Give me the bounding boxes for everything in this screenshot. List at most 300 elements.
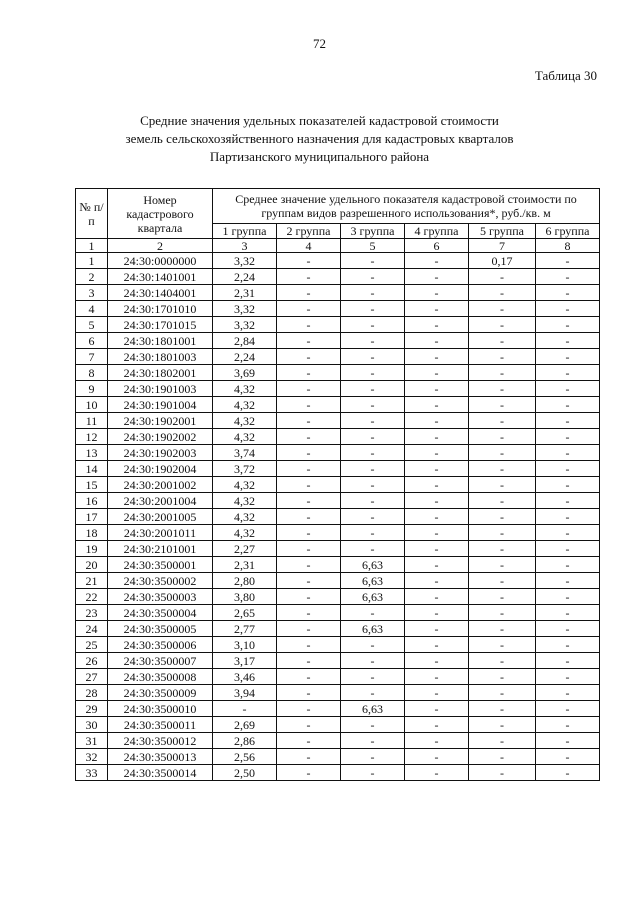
group-5-cell: - — [469, 589, 536, 605]
group-6-cell: - — [536, 621, 600, 637]
group-1-cell: 4,32 — [213, 525, 277, 541]
group-2-cell: - — [277, 429, 341, 445]
group-2-cell: - — [277, 413, 341, 429]
group-1-cell: 2,56 — [213, 749, 277, 765]
table-row — [76, 589, 600, 605]
group-6-cell: - — [536, 669, 600, 685]
group-5-cell: - — [469, 269, 536, 285]
group-6-cell: - — [536, 349, 600, 365]
group-2-cell: - — [277, 621, 341, 637]
group-1-cell: 3,32 — [213, 253, 277, 269]
header-group: 4 группа — [405, 224, 469, 239]
cadastral-quarter-cell: 24:30:3500004 — [108, 605, 213, 621]
table-row — [76, 333, 600, 349]
group-4-cell: - — [405, 557, 469, 573]
group-4-cell: - — [405, 637, 469, 653]
group-1-cell: 3,69 — [213, 365, 277, 381]
group-1-cell: 3,46 — [213, 669, 277, 685]
group-6-cell: - — [536, 365, 600, 381]
group-6-cell: - — [536, 525, 600, 541]
group-5-cell: 0,17 — [469, 253, 536, 269]
group-3-cell: - — [341, 301, 405, 317]
row-number-cell: 23 — [76, 605, 108, 621]
column-index: 1 — [76, 239, 108, 253]
row-number-cell: 30 — [76, 717, 108, 733]
table-row — [76, 573, 600, 589]
group-5-cell: - — [469, 621, 536, 637]
group-3-cell: - — [341, 669, 405, 685]
group-2-cell: - — [277, 317, 341, 333]
group-1-cell: 3,32 — [213, 317, 277, 333]
table-row — [76, 637, 600, 653]
table-label: Таблица 30 — [534, 68, 597, 83]
table-row — [76, 365, 600, 381]
cadastral-quarter-cell: 24:30:1902003 — [108, 445, 213, 461]
group-4-cell: - — [405, 733, 469, 749]
row-number-cell: 12 — [76, 429, 108, 445]
cadastral-quarter-cell: 24:30:1901004 — [108, 397, 213, 413]
group-5-cell: - — [469, 653, 536, 669]
group-5-cell: - — [469, 541, 536, 557]
group-6-cell: - — [536, 317, 600, 333]
group-2-cell: - — [277, 717, 341, 733]
group-5-cell: - — [469, 381, 536, 397]
group-6-cell: - — [536, 589, 600, 605]
group-3-cell: - — [341, 749, 405, 765]
table-row — [76, 381, 600, 397]
cadastral-quarter-cell: 24:30:1701015 — [108, 317, 213, 333]
cadastral-quarter-cell: 24:30:2001005 — [108, 509, 213, 525]
table-row — [76, 669, 600, 685]
row-number-cell: 32 — [76, 749, 108, 765]
group-5-cell: - — [469, 461, 536, 477]
group-6-cell: - — [536, 733, 600, 749]
group-4-cell: - — [405, 669, 469, 685]
group-5-cell: - — [469, 301, 536, 317]
group-5-cell: - — [469, 285, 536, 301]
group-3-cell: - — [341, 349, 405, 365]
group-6-cell: - — [536, 445, 600, 461]
group-6-cell: - — [536, 685, 600, 701]
group-2-cell: - — [277, 269, 341, 285]
group-3-cell: - — [341, 365, 405, 381]
group-4-cell: - — [405, 429, 469, 445]
row-number-cell: 29 — [76, 701, 108, 717]
group-1-cell: 2,50 — [213, 765, 277, 781]
table-row — [76, 525, 600, 541]
cadastral-quarter-cell: 24:30:1802001 — [108, 365, 213, 381]
group-1-cell: 3,32 — [213, 301, 277, 317]
table-row — [76, 285, 600, 301]
group-3-cell: - — [341, 685, 405, 701]
group-1-cell: 2,65 — [213, 605, 277, 621]
table-row — [76, 301, 600, 317]
row-number-cell: 25 — [76, 637, 108, 653]
group-6-cell: - — [536, 477, 600, 493]
column-index: 3 — [213, 239, 277, 253]
group-3-cell: - — [341, 333, 405, 349]
group-4-cell: - — [405, 573, 469, 589]
group-4-cell: - — [405, 653, 469, 669]
group-6-cell: - — [536, 605, 600, 621]
cadastral-quarter-cell: 24:30:1801003 — [108, 349, 213, 365]
group-4-cell: - — [405, 717, 469, 733]
title-line: Средние значения удельных показателей кадастровой стоимости — [140, 113, 499, 128]
cadastral-quarter-cell: 24:30:1901003 — [108, 381, 213, 397]
column-index: 6 — [405, 239, 469, 253]
group-3-cell: - — [341, 461, 405, 477]
table-row — [76, 557, 600, 573]
row-number-cell: 1 — [76, 253, 108, 269]
group-4-cell: - — [405, 493, 469, 509]
group-6-cell: - — [536, 653, 600, 669]
table-row — [76, 413, 600, 429]
cadastral-quarter-cell: 24:30:3500005 — [108, 621, 213, 637]
table-row — [76, 349, 600, 365]
group-5-cell: - — [469, 349, 536, 365]
group-1-cell: 2,27 — [213, 541, 277, 557]
row-number-cell: 10 — [76, 397, 108, 413]
row-number-cell: 7 — [76, 349, 108, 365]
group-2-cell: - — [277, 493, 341, 509]
group-1-cell: 4,32 — [213, 509, 277, 525]
group-4-cell: - — [405, 285, 469, 301]
cadastral-quarter-cell: 24:30:3500014 — [108, 765, 213, 781]
row-number-cell: 19 — [76, 541, 108, 557]
row-number-cell: 15 — [76, 477, 108, 493]
row-number-cell: 21 — [76, 573, 108, 589]
group-3-cell: - — [341, 637, 405, 653]
row-number-cell: 4 — [76, 301, 108, 317]
table-row — [76, 541, 600, 557]
group-3-cell: - — [341, 509, 405, 525]
group-4-cell: - — [405, 685, 469, 701]
cadastral-quarter-cell: 24:30:2001004 — [108, 493, 213, 509]
row-number-cell: 17 — [76, 509, 108, 525]
group-2-cell: - — [277, 333, 341, 349]
group-2-cell: - — [277, 749, 341, 765]
group-1-cell: 2,31 — [213, 285, 277, 301]
group-4-cell: - — [405, 765, 469, 781]
table-row — [76, 605, 600, 621]
cadastral-quarter-cell: 24:30:1801001 — [108, 333, 213, 349]
group-6-cell: - — [536, 509, 600, 525]
cadastral-quarter-cell: 24:30:1701010 — [108, 301, 213, 317]
row-number-cell: 18 — [76, 525, 108, 541]
group-1-cell: 2,86 — [213, 733, 277, 749]
group-6-cell: - — [536, 381, 600, 397]
group-5-cell: - — [469, 333, 536, 349]
group-1-cell: 3,74 — [213, 445, 277, 461]
group-4-cell: - — [405, 701, 469, 717]
group-3-cell: - — [341, 653, 405, 669]
group-4-cell: - — [405, 413, 469, 429]
group-6-cell: - — [536, 573, 600, 589]
header-row-number: № п/п — [76, 189, 108, 239]
table-row — [76, 701, 600, 717]
group-5-cell: - — [469, 397, 536, 413]
header-group: 5 группа — [469, 224, 536, 239]
group-4-cell: - — [405, 621, 469, 637]
group-3-cell: - — [341, 445, 405, 461]
group-1-cell: 4,32 — [213, 413, 277, 429]
group-5-cell: - — [469, 749, 536, 765]
group-3-cell: 6,63 — [341, 557, 405, 573]
table-row — [76, 509, 600, 525]
cadastral-quarter-cell: 24:30:3500006 — [108, 637, 213, 653]
group-4-cell: - — [405, 541, 469, 557]
group-1-cell: 4,32 — [213, 429, 277, 445]
group-6-cell: - — [536, 557, 600, 573]
group-2-cell: - — [277, 557, 341, 573]
group-1-cell: 4,32 — [213, 381, 277, 397]
group-3-cell: - — [341, 253, 405, 269]
group-2-cell: - — [277, 765, 341, 781]
group-2-cell: - — [277, 285, 341, 301]
group-5-cell: - — [469, 557, 536, 573]
cadastral-quarter-cell: 24:30:3500003 — [108, 589, 213, 605]
group-2-cell: - — [277, 253, 341, 269]
group-5-cell: - — [469, 717, 536, 733]
group-5-cell: - — [469, 573, 536, 589]
group-5-cell: - — [469, 493, 536, 509]
group-2-cell: - — [277, 301, 341, 317]
group-6-cell: - — [536, 285, 600, 301]
cadastral-quarter-cell: 24:30:3500008 — [108, 669, 213, 685]
group-6-cell: - — [536, 397, 600, 413]
group-1-cell: 2,31 — [213, 557, 277, 573]
group-6-cell: - — [536, 253, 600, 269]
table-row — [76, 733, 600, 749]
header-group: 2 группа — [277, 224, 341, 239]
group-6-cell: - — [536, 493, 600, 509]
group-5-cell: - — [469, 669, 536, 685]
row-number-cell: 33 — [76, 765, 108, 781]
title-line: Партизанского муниципального района — [209, 149, 430, 164]
group-5-cell: - — [469, 413, 536, 429]
row-number-cell: 3 — [76, 285, 108, 301]
group-2-cell: - — [277, 653, 341, 669]
group-1-cell: 3,94 — [213, 685, 277, 701]
row-number-cell: 26 — [76, 653, 108, 669]
table-row — [76, 461, 600, 477]
group-2-cell: - — [277, 669, 341, 685]
group-2-cell: - — [277, 365, 341, 381]
group-4-cell: - — [405, 509, 469, 525]
row-number-cell: 9 — [76, 381, 108, 397]
group-1-cell: 3,17 — [213, 653, 277, 669]
header-group: 1 группа — [213, 224, 277, 239]
table-row — [76, 429, 600, 445]
group-4-cell: - — [405, 349, 469, 365]
row-number-cell: 13 — [76, 445, 108, 461]
group-3-cell: 6,63 — [341, 621, 405, 637]
group-5-cell: - — [469, 365, 536, 381]
row-number-cell: 27 — [76, 669, 108, 685]
group-2-cell: - — [277, 477, 341, 493]
group-3-cell: - — [341, 493, 405, 509]
group-5-cell: - — [469, 685, 536, 701]
cadastral-quarter-cell: 24:30:3500010 — [108, 701, 213, 717]
table-title — [0, 112, 639, 166]
row-number-cell: 22 — [76, 589, 108, 605]
group-5-cell: - — [469, 701, 536, 717]
cadastral-quarter-cell: 24:30:3500009 — [108, 685, 213, 701]
group-4-cell: - — [405, 477, 469, 493]
table-row — [76, 477, 600, 493]
group-3-cell: - — [341, 717, 405, 733]
row-number-cell: 6 — [76, 333, 108, 349]
group-3-cell: 6,63 — [341, 573, 405, 589]
group-4-cell: - — [405, 381, 469, 397]
group-2-cell: - — [277, 605, 341, 621]
group-3-cell: - — [341, 765, 405, 781]
table-body — [76, 253, 600, 781]
table-row — [76, 765, 600, 781]
group-2-cell: - — [277, 637, 341, 653]
cadastral-quarter-cell: 24:30:1902002 — [108, 429, 213, 445]
cadastral-quarter-cell: 24:30:0000000 — [108, 253, 213, 269]
cadastral-value-table — [75, 188, 600, 781]
cadastral-quarter-cell: 24:30:2001011 — [108, 525, 213, 541]
group-6-cell: - — [536, 749, 600, 765]
group-4-cell: - — [405, 589, 469, 605]
group-6-cell: - — [536, 269, 600, 285]
table-row — [76, 717, 600, 733]
group-4-cell: - — [405, 461, 469, 477]
cadastral-quarter-cell: 24:30:3500001 — [108, 557, 213, 573]
row-number-cell: 11 — [76, 413, 108, 429]
group-4-cell: - — [405, 333, 469, 349]
group-4-cell: - — [405, 445, 469, 461]
group-2-cell: - — [277, 733, 341, 749]
group-1-cell: - — [213, 701, 277, 717]
group-6-cell: - — [536, 637, 600, 653]
header-index-row — [76, 239, 600, 253]
table-row — [76, 653, 600, 669]
header-group: 3 группа — [341, 224, 405, 239]
group-6-cell: - — [536, 701, 600, 717]
group-4-cell: - — [405, 525, 469, 541]
group-2-cell: - — [277, 461, 341, 477]
header-cadastral-quarter: Номер кадастрового квартала — [108, 189, 213, 239]
row-number-cell: 24 — [76, 621, 108, 637]
group-3-cell: - — [341, 397, 405, 413]
group-1-cell: 2,24 — [213, 349, 277, 365]
row-number-cell: 2 — [76, 269, 108, 285]
column-index: 2 — [108, 239, 213, 253]
group-6-cell: - — [536, 765, 600, 781]
group-5-cell: - — [469, 429, 536, 445]
cadastral-quarter-cell: 24:30:1902004 — [108, 461, 213, 477]
group-2-cell: - — [277, 445, 341, 461]
row-number-cell: 20 — [76, 557, 108, 573]
group-5-cell: - — [469, 525, 536, 541]
group-1-cell: 2,24 — [213, 269, 277, 285]
group-1-cell: 4,32 — [213, 477, 277, 493]
title-line: земель сельскохозяйственного назначения для кадастровых кварталов — [125, 131, 514, 146]
table-row — [76, 749, 600, 765]
page-number: 72 — [313, 36, 326, 51]
cadastral-quarter-cell: 24:30:3500012 — [108, 733, 213, 749]
group-2-cell: - — [277, 381, 341, 397]
group-5-cell: - — [469, 733, 536, 749]
group-3-cell: - — [341, 381, 405, 397]
group-2-cell: - — [277, 573, 341, 589]
group-4-cell: - — [405, 397, 469, 413]
group-4-cell: - — [405, 749, 469, 765]
cadastral-quarter-cell: 24:30:3500011 — [108, 717, 213, 733]
table-row — [76, 685, 600, 701]
group-3-cell: - — [341, 429, 405, 445]
table-row — [76, 493, 600, 509]
group-3-cell: - — [341, 477, 405, 493]
row-number-cell: 5 — [76, 317, 108, 333]
group-1-cell: 2,77 — [213, 621, 277, 637]
group-3-cell: - — [341, 317, 405, 333]
group-5-cell: - — [469, 445, 536, 461]
table-row — [76, 397, 600, 413]
table-row — [76, 317, 600, 333]
group-2-cell: - — [277, 589, 341, 605]
cadastral-quarter-cell: 24:30:2101001 — [108, 541, 213, 557]
group-1-cell: 4,32 — [213, 493, 277, 509]
group-5-cell: - — [469, 477, 536, 493]
cadastral-quarter-cell: 24:30:2001002 — [108, 477, 213, 493]
column-index: 4 — [277, 239, 341, 253]
header-group-title: Среднее значение удельного показателя кадастровой стоимости по группам видов разрешенного использования*, руб./кв. м — [213, 189, 600, 224]
group-1-cell: 2,69 — [213, 717, 277, 733]
cadastral-quarter-cell: 24:30:3500002 — [108, 573, 213, 589]
group-2-cell: - — [277, 541, 341, 557]
group-1-cell: 3,10 — [213, 637, 277, 653]
group-6-cell: - — [536, 717, 600, 733]
column-index: 5 — [341, 239, 405, 253]
group-3-cell: 6,63 — [341, 701, 405, 717]
group-6-cell: - — [536, 541, 600, 557]
group-1-cell: 2,84 — [213, 333, 277, 349]
group-4-cell: - — [405, 605, 469, 621]
table-row — [76, 445, 600, 461]
group-5-cell: - — [469, 637, 536, 653]
group-2-cell: - — [277, 685, 341, 701]
group-5-cell: - — [469, 605, 536, 621]
group-2-cell: - — [277, 509, 341, 525]
group-6-cell: - — [536, 413, 600, 429]
table-row — [76, 621, 600, 637]
cadastral-quarter-cell: 24:30:1404001 — [108, 285, 213, 301]
group-3-cell: 6,63 — [341, 589, 405, 605]
group-3-cell: - — [341, 733, 405, 749]
cadastral-quarter-cell: 24:30:1401001 — [108, 269, 213, 285]
group-3-cell: - — [341, 269, 405, 285]
cadastral-quarter-cell: 24:30:1902001 — [108, 413, 213, 429]
row-number-cell: 14 — [76, 461, 108, 477]
cadastral-quarter-cell: 24:30:3500007 — [108, 653, 213, 669]
group-3-cell: - — [341, 605, 405, 621]
group-2-cell: - — [277, 397, 341, 413]
group-4-cell: - — [405, 365, 469, 381]
row-number-cell: 31 — [76, 733, 108, 749]
cadastral-quarter-cell: 24:30:3500013 — [108, 749, 213, 765]
group-4-cell: - — [405, 253, 469, 269]
group-4-cell: - — [405, 301, 469, 317]
group-1-cell: 4,32 — [213, 397, 277, 413]
group-5-cell: - — [469, 317, 536, 333]
group-1-cell: 3,80 — [213, 589, 277, 605]
group-2-cell: - — [277, 349, 341, 365]
group-4-cell: - — [405, 317, 469, 333]
